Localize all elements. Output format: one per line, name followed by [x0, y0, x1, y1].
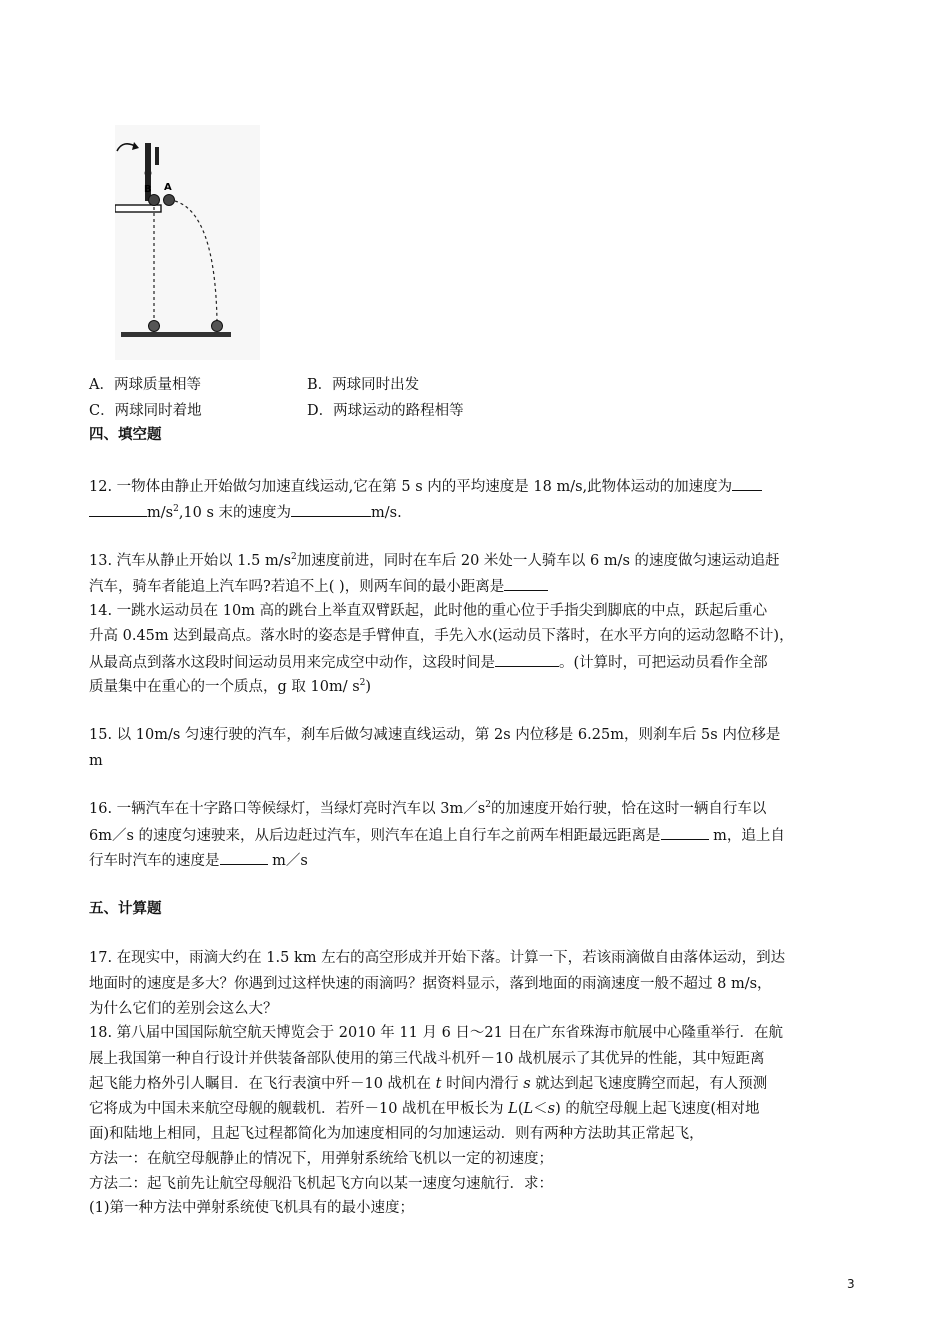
- q18-text-3b: 时间内滑行: [441, 1076, 524, 1092]
- q13-line-2: [89, 576, 548, 597]
- ball-a: [164, 195, 175, 206]
- q16-sup: 2: [485, 800, 491, 811]
- pivot: [145, 170, 152, 177]
- q18-var-s: s: [523, 1076, 531, 1092]
- q14-line-2: 升高 0.45m 达到最高点。落水时的姿态是手臂伸直，手先入水(运动员下落时，在水平方向的运动忽略不计)，: [89, 628, 794, 644]
- q12-text-2c: m/s.: [371, 505, 402, 521]
- q18-line-3: [89, 1074, 767, 1094]
- page-number: 3: [847, 1277, 855, 1291]
- q18-text-4a: 它将成为中国未来航空母舰的舰载机．若歼－10 战机在甲板长为: [89, 1101, 509, 1117]
- q12-blank-2: [291, 502, 371, 517]
- q12-blank-1a: [732, 476, 762, 491]
- q16-text-2a: 6m／s 的速度匀速驶来，从后边赶过汽车，则汽车在追上自行车之前两车相距最远距离是: [89, 828, 661, 844]
- q16-text-1b: 的加速度开始行驶，恰在这时一辆自行车以: [490, 801, 767, 817]
- q18-line-5: 面)和陆地上相同，且起飞过程都简化为加速度相同的匀加速运动．则有两种方法助其正常起飞，: [89, 1126, 704, 1142]
- ball-b: [149, 195, 160, 206]
- q15-line-1: 15. 以 10m/s 匀速行驶的汽车，刹车后做匀减速直线运动，第 2s 内位移是 6.25m，则刹车后 5s 内位移是: [89, 727, 781, 743]
- q18-text-3c: 就达到起飞速度腾空而起，有人预测: [530, 1076, 768, 1092]
- q14-sup: 2: [359, 678, 366, 689]
- q18-var-L2: L: [523, 1101, 534, 1117]
- q18-text-4b: (: [517, 1101, 524, 1117]
- q14-text-3a: 从最高点到落水这段时间运动员用来完成空中动作，这段时间是: [89, 655, 495, 671]
- section-four-heading: 四、填空题: [89, 427, 162, 443]
- label-b: B: [144, 184, 152, 195]
- q18-line-8: (1)第一种方法中弹射系统使飞机具有的最小速度；: [89, 1200, 415, 1216]
- q12-blank-1b: [89, 502, 147, 517]
- q16-text-1a: 16. 一辆汽车在十字路口等候绿灯，当绿灯亮时汽车以 3m／s: [89, 801, 486, 817]
- figure-background: [115, 125, 260, 360]
- option-c: C．两球同时着地: [89, 403, 202, 419]
- q18-var-L: L: [508, 1101, 518, 1117]
- section-five-heading: 五、计算题: [89, 901, 162, 917]
- ball-b-landed: [149, 321, 160, 332]
- q18-line-1: 18. 第八届中国国际航空航天博览会于 2010 年 11 月 6 日～21 日在广东省珠海市航展中心隆重举行．在航: [89, 1025, 783, 1041]
- q14-line-4: [89, 677, 371, 697]
- q13-text-1b: 加速度前进，同时在车后 20 米处一人骑车以 6 m/s 的速度做匀速运动追赶: [296, 553, 780, 569]
- q16-blank-2: [220, 850, 268, 865]
- option-d: D．两球运动的路程相等: [307, 403, 464, 419]
- q12-text-2b: ,10 s 末的速度为: [178, 505, 292, 521]
- q15-line-2: m: [89, 753, 103, 769]
- q14-text-4a: 质量集中在重心的一个质点，g 取 10m/ s: [89, 679, 360, 695]
- q16-line-3: [89, 850, 308, 871]
- q12-sup: 2: [173, 504, 179, 515]
- q17-line-3: 为什么它们的差别会这么大？: [89, 1001, 278, 1017]
- ground: [121, 332, 231, 337]
- q16-text-3a: 行车时汽车的速度是: [89, 853, 220, 869]
- q14-blank: [495, 652, 559, 667]
- q18-line-6: 方法一：在航空母舰静止的情况下，用弹射系统给飞机以一定的初速度；: [89, 1151, 553, 1167]
- q13-text-2: 汽车，骑车者能追上汽车吗?若追不上( )，则两车间的最小距离是: [89, 579, 505, 595]
- option-a: A．两球质量相等: [89, 377, 201, 393]
- q17-line-2: 地面时的速度是多大？你遇到过这样快速的雨滴吗？据资料显示，落到地面的雨滴速度一般不超过 8 m/s，: [89, 976, 772, 992]
- q18-text-4c: ＜: [533, 1101, 548, 1117]
- q18-line-7: 方法二：起飞前先让航空母舰沿飞机起飞方向以某一速度匀速航行．求：: [89, 1176, 553, 1192]
- q16-text-3b: m／s: [267, 853, 308, 869]
- q12-line-2: [89, 502, 402, 523]
- q12-text-2a: m/s: [147, 505, 174, 521]
- q16-line-1: [89, 799, 766, 819]
- q16-line-2: [89, 825, 785, 846]
- q13-sup: 2: [291, 552, 297, 563]
- q18-line-4: [89, 1099, 760, 1119]
- q18-text-4d: ) 的航空母舰上起飞速度(相对地: [555, 1101, 760, 1117]
- q18-var-t: t: [435, 1076, 442, 1092]
- q16-blank-1: [661, 825, 709, 840]
- q12-line-1: [89, 476, 762, 497]
- lever-handle: [155, 147, 159, 165]
- label-a: A: [164, 182, 172, 193]
- q17-line-1: 17. 在现实中，雨滴大约在 1.5 km 左右的高空形成并开始下落。计算一下，若该雨滴做自由落体运动，到达: [89, 950, 786, 966]
- q16-text-2b: m，追上自: [708, 828, 785, 844]
- q12-text-1: 12. 一物体由静止开始做匀加速直线运动,它在第 5 s 内的平均速度是 18 m/s,此物体运动的加速度为: [89, 479, 733, 495]
- q18-var-s2: s: [547, 1101, 556, 1117]
- q13-line-1: [89, 551, 780, 571]
- q14-line-3: [89, 652, 768, 673]
- q14-text-3b: 。(计算时，可把运动员看作全部: [559, 655, 768, 671]
- q14-text-4b: ): [365, 679, 372, 695]
- q18-text-3a: 起飞能力格外引人瞩目．在飞行表演中歼－10 战机在: [89, 1076, 436, 1092]
- option-b: B．两球同时出发: [307, 377, 420, 393]
- q14-line-1: 14. 一跳水运动员在 10m 高的跳台上举直双臂跃起，此时他的重心位于手指尖到脚底的中点，跃起后重心: [89, 603, 768, 619]
- q18-line-2: 展上我国第一种自行设计并供装备部队使用的第三代战斗机歼－10 战机展示了其优异的性能，其中短距离: [89, 1051, 765, 1067]
- q13-text-1a: 13. 汽车从静止开始以 1.5 m/s: [89, 553, 292, 569]
- options-row-1: [89, 375, 201, 395]
- q13-blank: [504, 576, 548, 591]
- two-ball-figure: [115, 125, 260, 360]
- ball-a-landed: [212, 321, 223, 332]
